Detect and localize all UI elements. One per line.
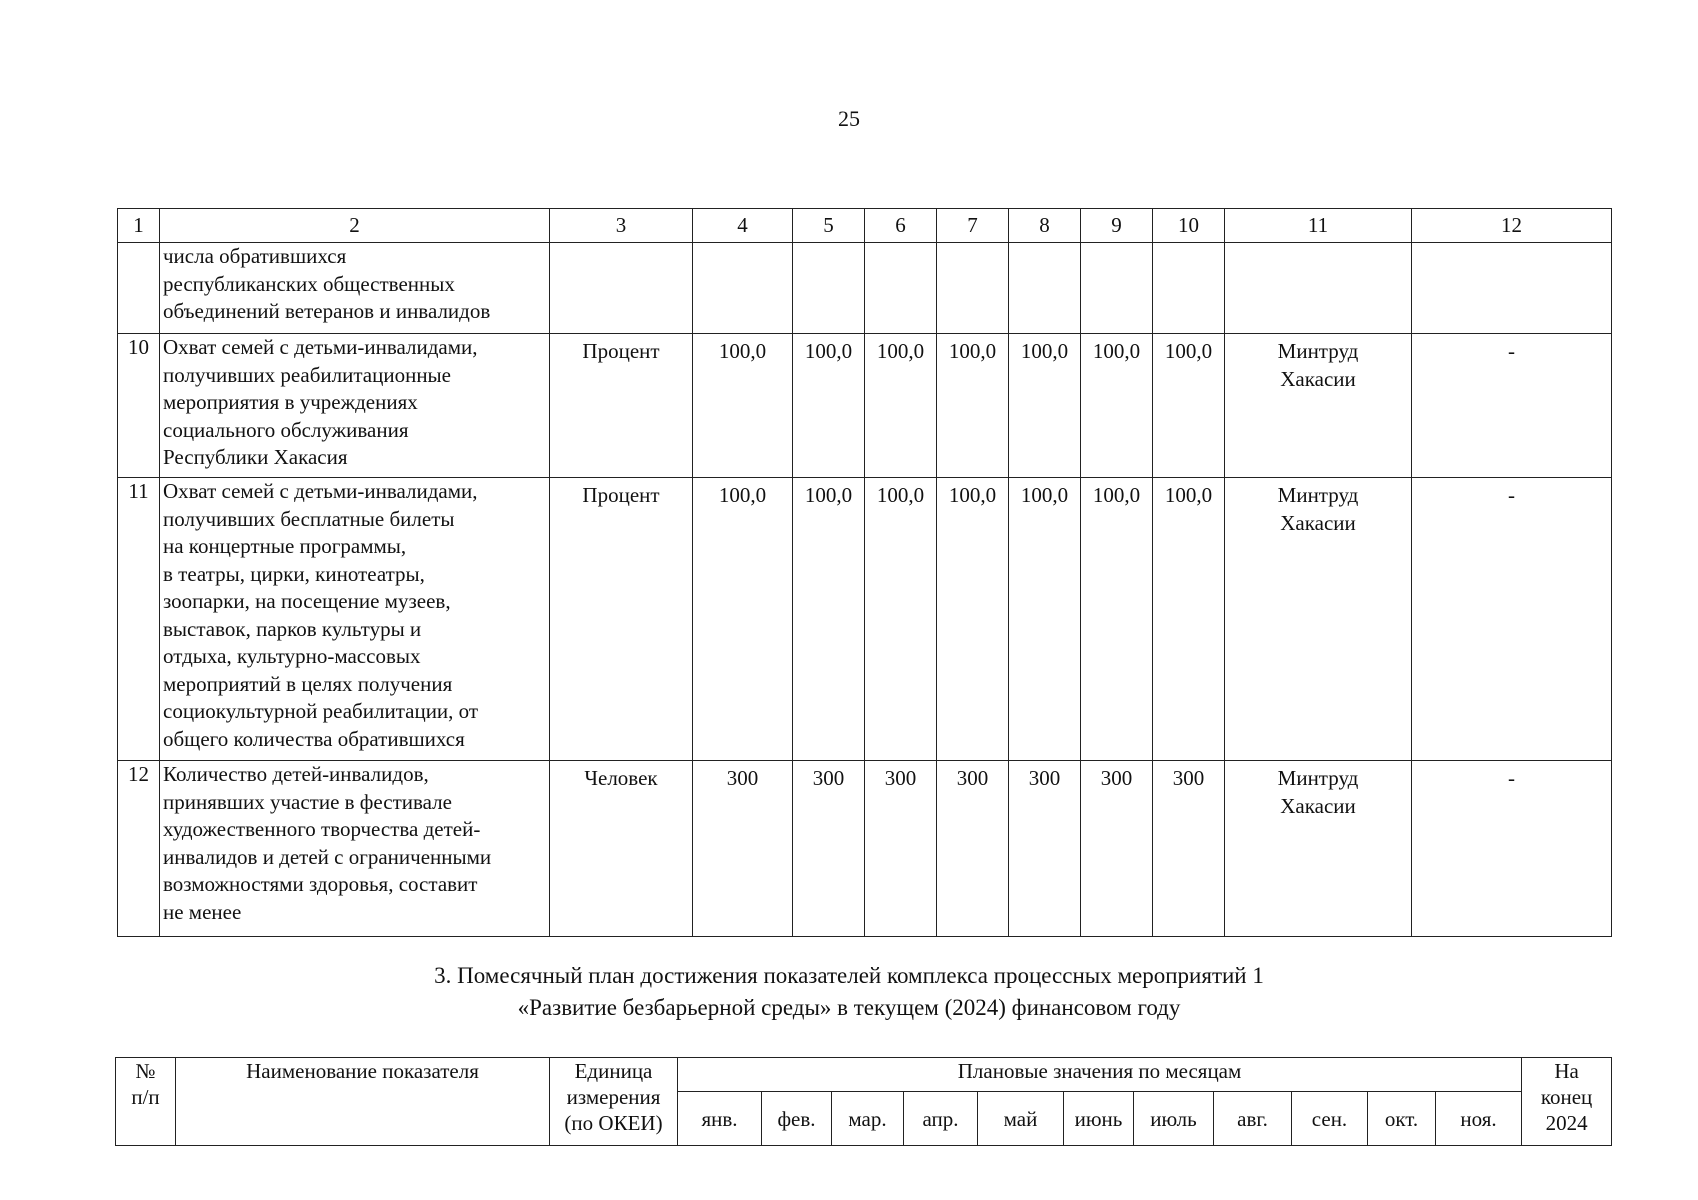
value-cell bbox=[793, 243, 865, 334]
indicator-name-line: мероприятий в целях получения bbox=[163, 671, 453, 696]
row-number: 12 bbox=[118, 761, 160, 937]
indicator-name-line: художественного творчества детей- bbox=[163, 817, 481, 841]
value-cell: 300 bbox=[937, 761, 1009, 937]
value-cell: 300 bbox=[1153, 761, 1225, 937]
indicator-name bbox=[160, 243, 550, 334]
indicator-name-line: на концертные программы, bbox=[163, 534, 407, 558]
section-title-line-1: 3. Помесячный план достижения показателей комплекса процессных мероприятий 1 bbox=[434, 963, 1264, 988]
value-cell bbox=[865, 243, 937, 334]
table-row bbox=[118, 761, 1612, 937]
value-cell: 100,0 bbox=[937, 478, 1009, 761]
responsible bbox=[1225, 243, 1412, 334]
unit: Человек bbox=[550, 761, 693, 937]
responsible-line: Минтруд bbox=[1277, 339, 1359, 363]
column-header: 5 bbox=[793, 209, 865, 243]
month-header: июнь bbox=[1064, 1092, 1134, 1146]
responsible-line: Хакасии bbox=[1280, 510, 1356, 535]
indicator-name-line: мероприятия в учреждениях bbox=[163, 390, 418, 414]
month-header: май bbox=[978, 1092, 1064, 1146]
indicator-name bbox=[160, 761, 550, 937]
column-header: 7 bbox=[937, 209, 1009, 243]
value-cell bbox=[1009, 243, 1081, 334]
indicator-name-line: не менее bbox=[163, 899, 242, 924]
value-cell: 100,0 bbox=[1081, 334, 1153, 478]
unit bbox=[550, 243, 693, 334]
table-row bbox=[118, 334, 1612, 478]
row-number: 10 bbox=[118, 334, 160, 478]
plan-header-row bbox=[116, 1058, 1612, 1092]
monthly-plan-table bbox=[115, 1057, 1612, 1146]
indicators-table bbox=[117, 208, 1612, 937]
section-title bbox=[0, 960, 1698, 1024]
table-row bbox=[118, 478, 1612, 761]
end-year-header bbox=[1522, 1058, 1612, 1146]
responsible-line: Минтруд bbox=[1277, 483, 1359, 507]
month-header: фев. bbox=[762, 1092, 832, 1146]
indicator-name-line: получивших бесплатные билеты bbox=[163, 506, 455, 531]
unit: Процент bbox=[550, 334, 693, 478]
month-header: окт. bbox=[1368, 1092, 1436, 1146]
end-year-header-line: На bbox=[1554, 1059, 1579, 1083]
page-number: 25 bbox=[838, 106, 860, 131]
month-header: апр. bbox=[904, 1092, 978, 1146]
unit-header bbox=[550, 1058, 678, 1146]
value-cell: 300 bbox=[1009, 761, 1081, 937]
column-header: 2 bbox=[160, 209, 550, 243]
end-year-header-line: 2024 bbox=[1545, 1111, 1588, 1135]
section-title-line-2: «Развитие безбарьерной среды» в текущем (2024) финансовом году bbox=[517, 995, 1181, 1020]
month-header: мар. bbox=[832, 1092, 904, 1146]
column-header: 6 bbox=[865, 209, 937, 243]
column-header: 11 bbox=[1225, 209, 1412, 243]
responsible bbox=[1225, 478, 1412, 761]
header-row bbox=[118, 209, 1612, 243]
value-cell bbox=[1081, 243, 1153, 334]
month-header: сен. bbox=[1292, 1092, 1368, 1146]
indicator-name-line: числа обратившихся bbox=[163, 244, 347, 268]
unit-header-line: Единица bbox=[574, 1059, 653, 1083]
number-header bbox=[116, 1058, 176, 1146]
value-cell: 100,0 bbox=[1009, 478, 1081, 761]
indicator-name-line: социокультурной реабилитации, от bbox=[163, 699, 479, 723]
indicator-name-line: Количество детей-инвалидов, bbox=[163, 762, 429, 786]
unit-header-line: измерения bbox=[566, 1085, 661, 1109]
value-cell: 300 bbox=[693, 761, 793, 937]
indicator-name-line: Охват семей с детьми-инвалидами, bbox=[163, 335, 478, 359]
number-header-line: п/п bbox=[131, 1085, 160, 1109]
indicator-name-line: инвалидов и детей с ограниченными bbox=[163, 844, 492, 869]
value-cell: 100,0 bbox=[793, 478, 865, 761]
value-cell: 300 bbox=[1081, 761, 1153, 937]
note bbox=[1412, 243, 1612, 334]
responsible bbox=[1225, 334, 1412, 478]
row-number: 11 bbox=[118, 478, 160, 761]
column-header: 8 bbox=[1009, 209, 1081, 243]
value-cell: 100,0 bbox=[793, 334, 865, 478]
indicator-name-line: выставок, парков культуры и bbox=[163, 616, 422, 641]
value-cell: 300 bbox=[793, 761, 865, 937]
column-header: 9 bbox=[1081, 209, 1153, 243]
month-header: ноя. bbox=[1436, 1092, 1522, 1146]
column-header: 4 bbox=[693, 209, 793, 243]
indicator-name-line: общего количества обратившихся bbox=[163, 726, 465, 751]
value-cell bbox=[937, 243, 1009, 334]
value-cell bbox=[1153, 243, 1225, 334]
indicator-name-line: Охват семей с детьми-инвалидами, bbox=[163, 479, 478, 503]
value-cell: 100,0 bbox=[1081, 478, 1153, 761]
indicator-name-line: принявших участие в фестивале bbox=[163, 789, 452, 814]
indicator-name-line: зоопарки, на посещение музеев, bbox=[163, 589, 451, 613]
value-cell bbox=[693, 243, 793, 334]
note: - bbox=[1412, 478, 1612, 761]
indicator-name-line: Республики Хакасия bbox=[163, 445, 348, 469]
value-cell: 100,0 bbox=[865, 334, 937, 478]
value-cell: 100,0 bbox=[693, 478, 793, 761]
month-header: июль bbox=[1134, 1092, 1214, 1146]
indicator-name-line: республиканских общественных bbox=[163, 271, 455, 296]
column-header: 3 bbox=[550, 209, 693, 243]
row-number bbox=[118, 243, 160, 334]
table-row bbox=[118, 243, 1612, 334]
value-cell: 300 bbox=[865, 761, 937, 937]
indicator-name-line: отдыха, культурно-массовых bbox=[163, 644, 421, 668]
monthly-header: Плановые значения по месяцам bbox=[678, 1058, 1522, 1092]
responsible-line: Хакасии bbox=[1280, 793, 1356, 818]
indicator-name-line: получивших реабилитационные bbox=[163, 362, 451, 387]
value-cell: 100,0 bbox=[1009, 334, 1081, 478]
value-cell: 100,0 bbox=[1153, 478, 1225, 761]
column-header: 12 bbox=[1412, 209, 1612, 243]
value-cell: 100,0 bbox=[865, 478, 937, 761]
indicator-name-line: в театры, цирки, кинотеатры, bbox=[163, 561, 425, 586]
indicator-name-line: возможностями здоровья, составит bbox=[163, 872, 478, 896]
end-year-header-line: конец bbox=[1540, 1085, 1593, 1109]
value-cell: 100,0 bbox=[1153, 334, 1225, 478]
responsible-line: Хакасии bbox=[1280, 366, 1356, 391]
column-header: 1 bbox=[118, 209, 160, 243]
indicator-name bbox=[160, 478, 550, 761]
month-header: янв. bbox=[678, 1092, 762, 1146]
value-cell: 100,0 bbox=[937, 334, 1009, 478]
responsible bbox=[1225, 761, 1412, 937]
indicator-name-line: объединений ветеранов и инвалидов bbox=[163, 299, 491, 323]
responsible-line: Минтруд bbox=[1277, 766, 1359, 790]
column-header: 10 bbox=[1153, 209, 1225, 243]
name-header: Наименование показателя bbox=[176, 1058, 550, 1146]
value-cell: 100,0 bbox=[693, 334, 793, 478]
note: - bbox=[1412, 334, 1612, 478]
indicator-name-line: социального обслуживания bbox=[163, 417, 409, 442]
indicator-name bbox=[160, 334, 550, 478]
note: - bbox=[1412, 761, 1612, 937]
unit-header-line: (по ОКЕИ) bbox=[564, 1111, 663, 1135]
unit: Процент bbox=[550, 478, 693, 761]
number-header-line: № bbox=[135, 1059, 156, 1083]
month-header: авг. bbox=[1214, 1092, 1292, 1146]
